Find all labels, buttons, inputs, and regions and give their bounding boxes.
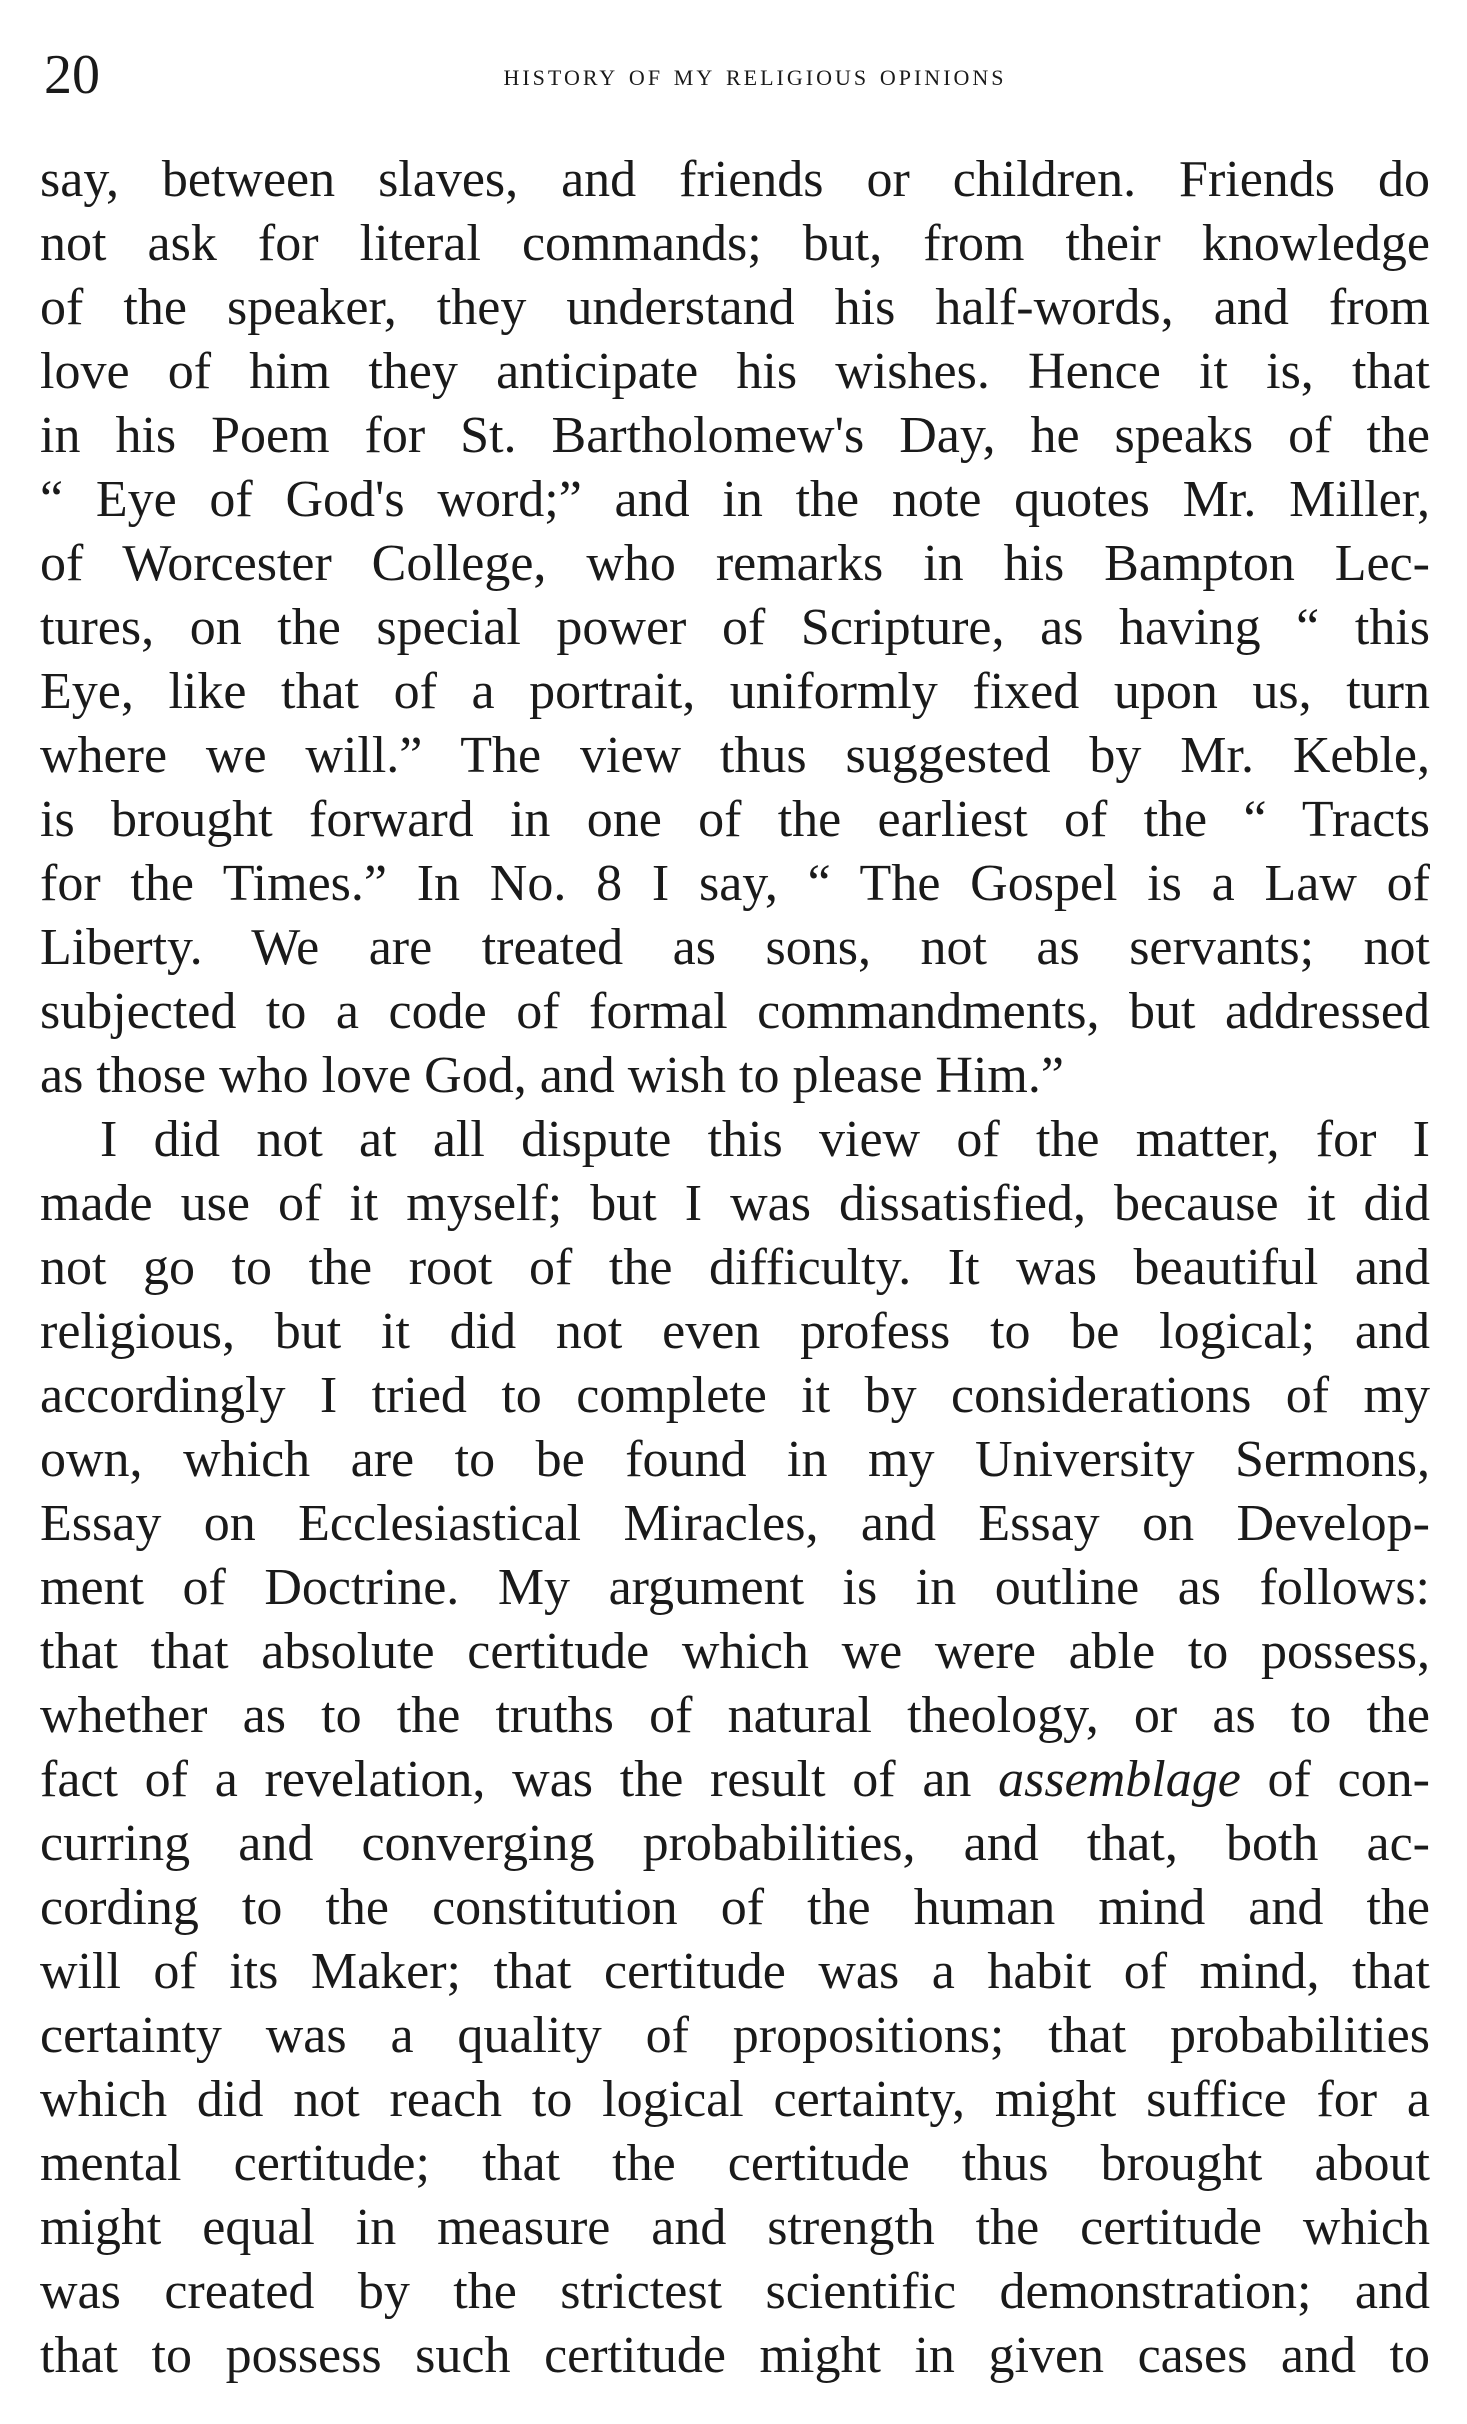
text-line: was created by the strictest scientific demonstration; and [40,2263,1430,2320]
paragraph [40,148,1430,1108]
page-header [40,40,1430,110]
text-line: for the Times.” In No. 8 I say, “ The Gospel is a Law of [40,855,1430,912]
text-line: is brought forward in one of the earliest of the “ Tracts [40,791,1430,848]
text-line: where we will.” The view thus suggested by Mr. Keble, [40,727,1430,784]
text-line: subjected to a code of formal commandments, but addressed [40,983,1430,1040]
text-line: mental certitude; that the certitude thus brought about [40,2135,1430,2192]
text-line: Eye, like that of a portrait, uniformly fixed upon us, turn [40,663,1430,720]
text-line: which did not reach to logical certainty, might suffice for a [40,2071,1430,2128]
text-line: fact of a revelation, was the result of an assemblage of con- [40,1751,1430,1808]
paragraph [40,1108,1430,2388]
text-line: that that absolute certitude which we were able to possess, [40,1623,1430,1680]
text-line: cording to the constitution of the human mind and the [40,1879,1430,1936]
running-title: history of my religious opinions [503,57,1007,92]
text-line: as those who love God, and wish to please Him.” [40,1047,1064,1104]
text-line: Essay on Ecclesiastical Miracles, and Essay on Develop- [40,1495,1430,1552]
text-line: that to possess such certitude might in given cases and to [40,2327,1430,2384]
text-line: certainty was a quality of propositions; that probabilities [40,2007,1430,2064]
text-line: “ Eye of God's word;” and in the note quotes Mr. Miller, [40,471,1430,528]
text-line: accordingly I tried to complete it by considerations of my [40,1367,1430,1424]
text-line: not ask for literal commands; but, from their knowledge [40,215,1430,272]
text-line: will of its Maker; that certitude was a habit of mind, that [40,1943,1430,2000]
text-line: made use of it myself; but I was dissatisfied, because it did [40,1175,1430,1232]
text-line: in his Poem for St. Bartholomew's Day, he speaks of the [40,407,1430,464]
emphasis: assemblage [998,1751,1241,1808]
body-text [40,148,1430,2388]
text-line: own, which are to be found in my University Sermons, [40,1431,1430,1488]
text-line: I did not at all dispute this view of the matter, for I [100,1111,1430,1168]
text-line: religious, but it did not even profess to be logical; and [40,1303,1430,1360]
text-line: of Worcester College, who remarks in his Bampton Lec- [40,535,1430,592]
page-number: 20 [44,44,100,106]
text-line: say, between slaves, and friends or children. Friends do [40,151,1430,208]
text-line: tures, on the special power of Scripture, as having “ this [40,599,1430,656]
text-line: of the speaker, they understand his half-words, and from [40,279,1430,336]
text-line: curring and converging probabilities, and that, both ac- [40,1815,1430,1872]
text-line: might equal in measure and strength the certitude which [40,2199,1430,2256]
text-line: love of him they anticipate his wishes. Hence it is, that [40,343,1430,400]
text-line: whether as to the truths of natural theology, or as to the [40,1687,1430,1744]
text-line: Liberty. We are treated as sons, not as servants; not [40,919,1430,976]
text-line: ment of Doctrine. My argument is in outline as follows: [40,1559,1430,1616]
text-line: not go to the root of the difficulty. It was beautiful and [40,1239,1430,1296]
